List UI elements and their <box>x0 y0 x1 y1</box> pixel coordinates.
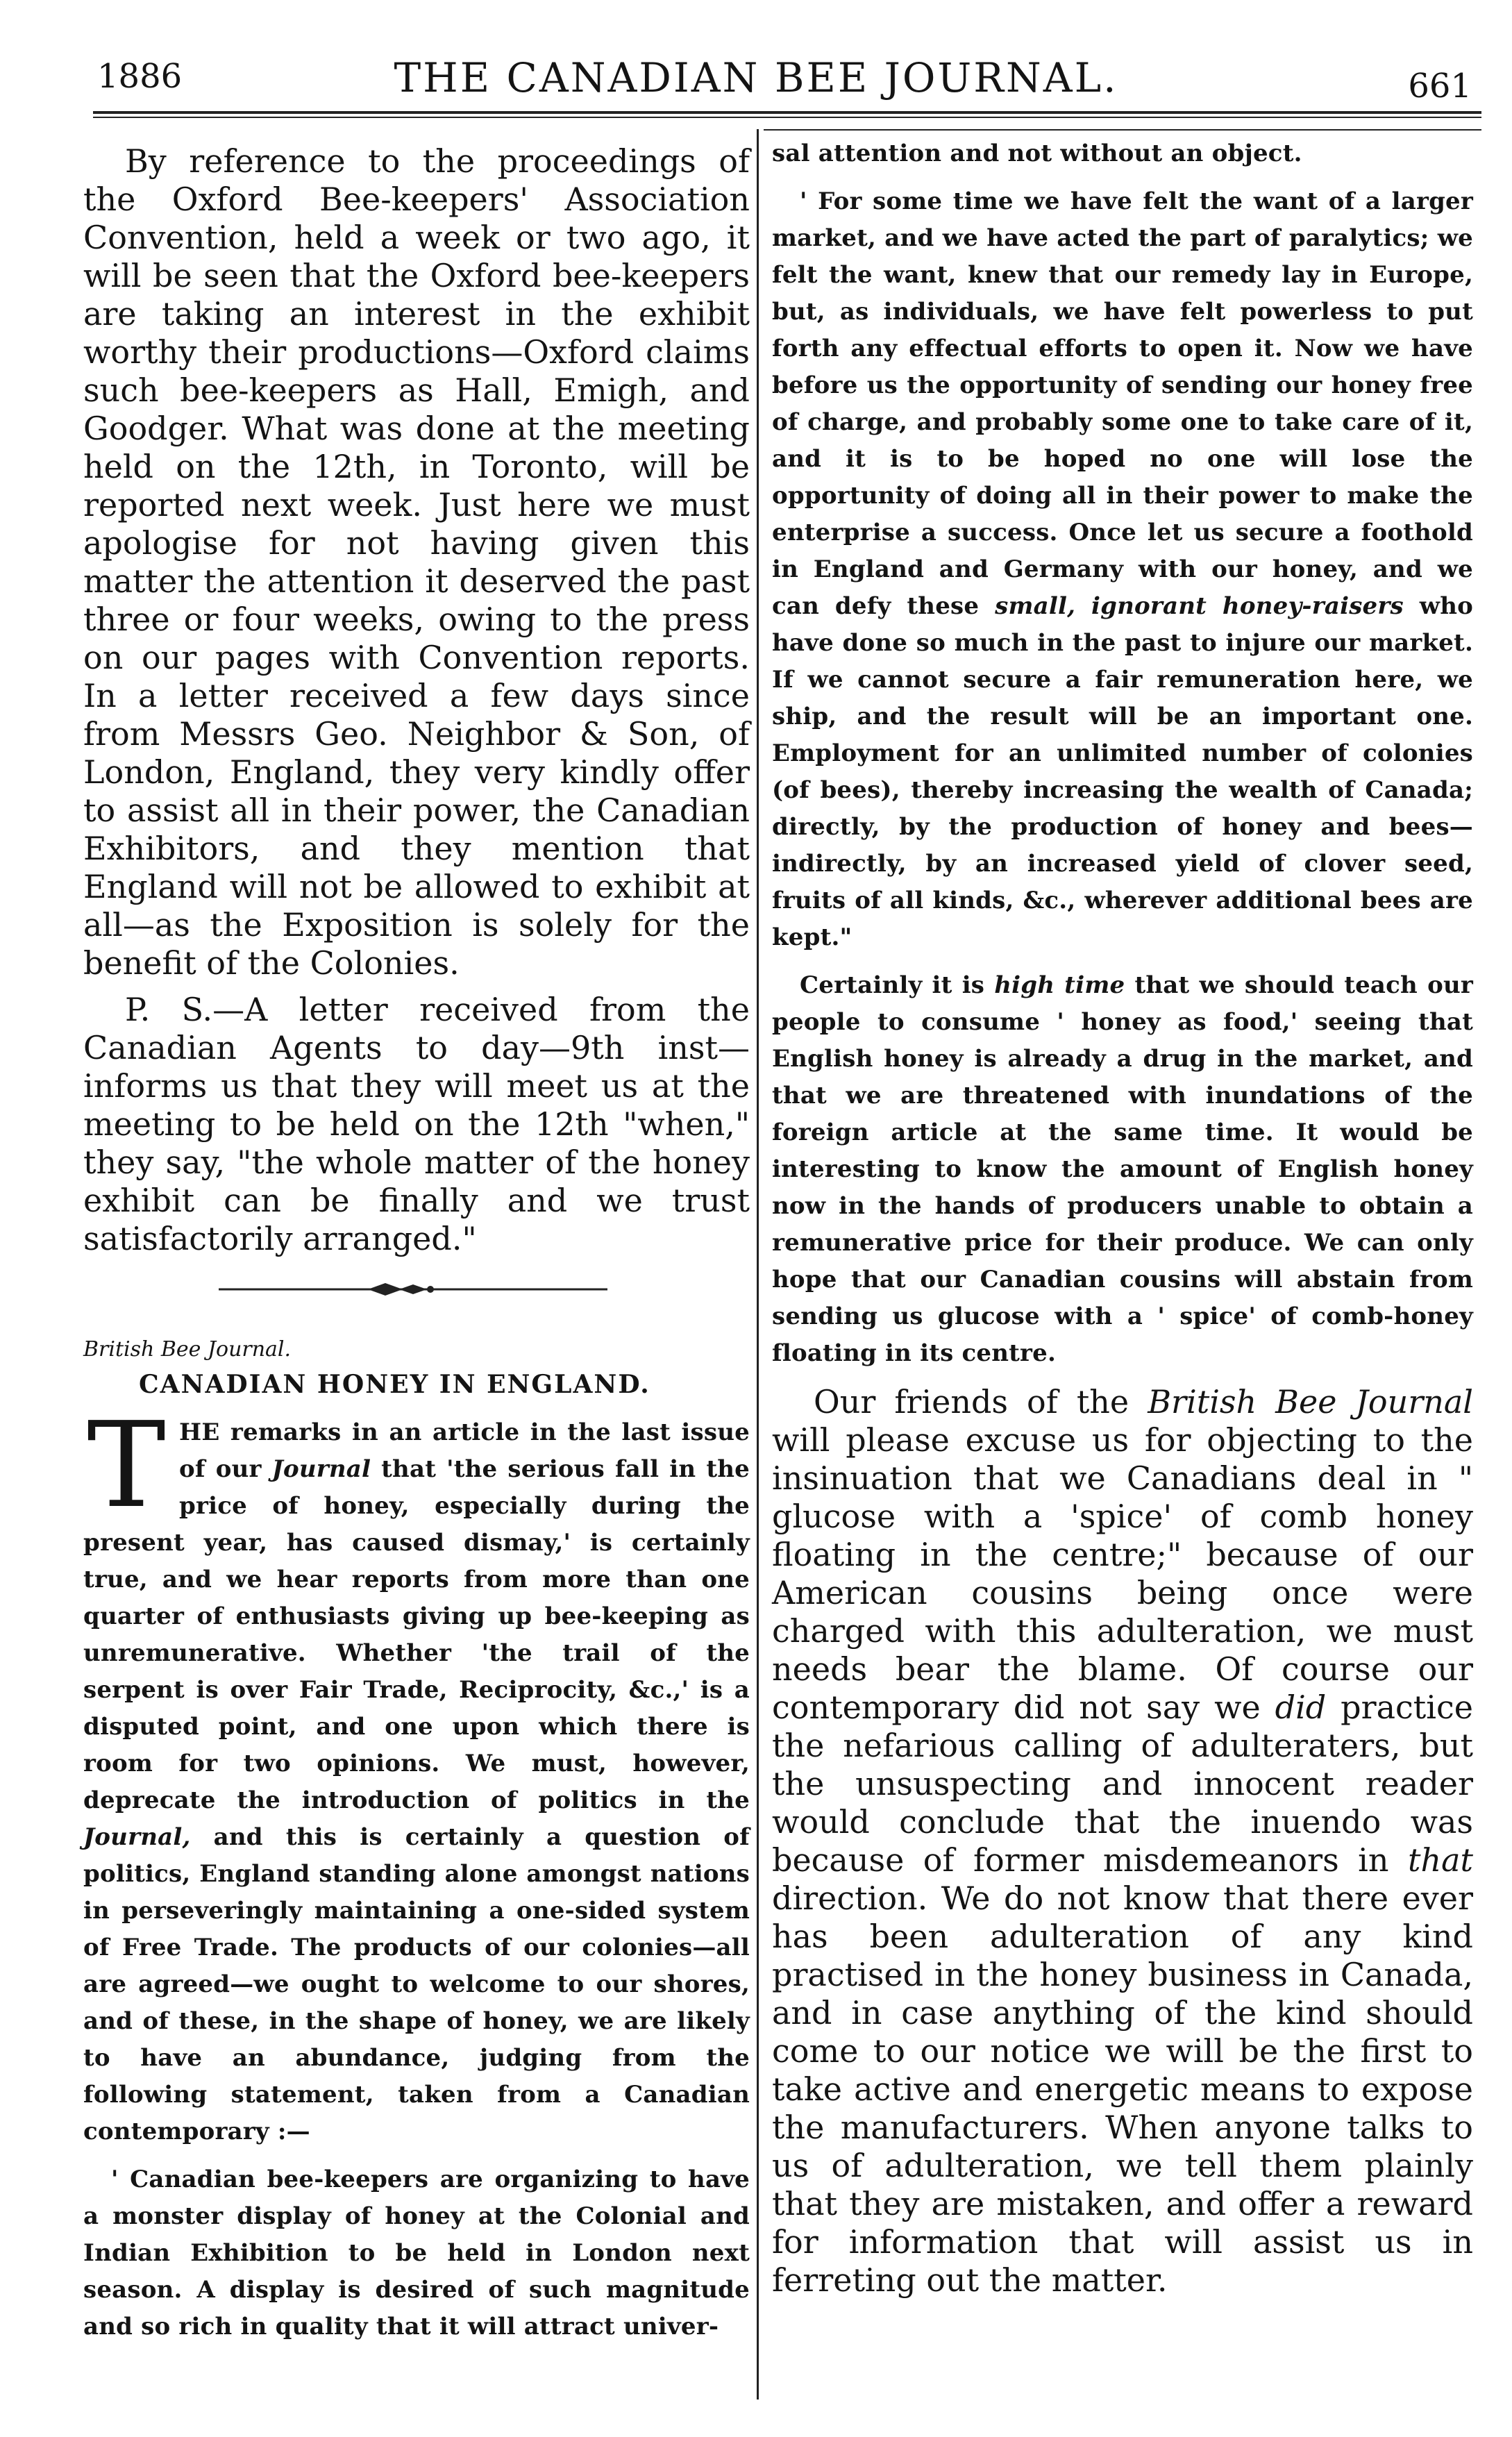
article-paragraph-1: HE remarks in an article in the last issue of our Journal that 'the serious fall in the price of honey, especially during the present year, has caused dismay,' is certainly true, and we hear reports from more than one quarter of enthusiasts giving up bee-keeping as unremunerative. Whether 'the trail of the serpent is over Fair Trade, Reciprocity, &c.,' is a disputed point, and one upon which there is room for two opinions. We must, however, deprecate the introduction of politics in the Journal, and this is certainly a question of politics, England standing alone amongst nations in perseveringly maintaining a one-sided system of Free Trade. The products of our colonies—all are agreed—we ought to welcome to our shores, and of these, in the shape of honey, we are likely to have an abundance, judging from the following statement, taken from a Canadian contemporary :— <box>83 1418 750 2145</box>
column-divider <box>757 129 759 2400</box>
page-number: 661 <box>1408 67 1472 106</box>
quote-continuation-line: sal attention and not without an object. <box>772 140 1302 167</box>
editorial-reply <box>772 1383 1473 2300</box>
quote-continuation <box>772 135 1473 1372</box>
page-header <box>0 0 1512 139</box>
right-column-top-rule <box>764 129 1481 131</box>
article-body <box>83 1397 750 2345</box>
ornamental-rule <box>83 1272 750 1321</box>
article-source: British Bee Journal. <box>83 1337 292 1362</box>
header-year: 1886 <box>97 57 183 96</box>
header-rule-thin <box>93 117 1481 118</box>
right-column <box>772 135 1473 2308</box>
article-paragraph-3: Certainly it is high time that we should teach our people to consume ' honey as food,' seeing that English honey is already a drug in the market, and that we are threatened with inundations of the foreign article at the same time. It would be interesting to know the amount of English honey now in the hands of producers unable to obtain a remunerative price for their produce. We can only hope that our Canadian cousins will abstain from sending us glucose with a ' spice' of comb-honey floating in its centre. <box>772 971 1474 1367</box>
ornament-icon <box>219 1279 607 1300</box>
editorial-paragraph-oxford: By reference to the proceedings of the Oxford Bee-keepers' Association Convention, held a week or two ago, it will be seen that the Oxford bee-keepers are taking an interest in the exhibit worthy their productions—Oxford claims such bee-keepers as Hall, Emigh, and Goodger. What was done at the meeting held on the 12th, in Toronto, will be reported next week. Just here we must apologise for not having given this matter the attention it deserved the past three or four weeks, owing to the press on our pages with Convention reports. In a letter received a few days since from Messrs Geo. Neighbor & Son, of London, England, they very kindly offer to assist all in their power, the Canadian Exhibitors, and they mention that England will not be allowed to exhibit at all—as the Exposition is solely for the benefit of the Colonies. <box>83 142 750 982</box>
editorial-postscript: P. S.—A letter received from the Canadian Agents to day—9th inst—informs us that they will meet us at the meeting to be held on the 12th "when," they say, "the whole matter of the honey exhibit can be finally and we trust satisfactorily arranged." <box>83 991 750 1257</box>
journal-title: THE CANADIAN BEE JOURNAL. <box>394 54 1118 101</box>
header-rule-thick <box>93 111 1481 114</box>
left-column <box>83 142 750 2356</box>
editorial-block <box>83 142 750 1258</box>
editorial-reply-paragraph: Our friends of the British Bee Journal will please excuse us for objecting to the insinuation that we Canadians deal in " glucose with a 'spice' of comb honey floating in the centre;" because of our American cousins being once were charged with this adulteration, we must needs bear the blame. Of course our contemporary did not say we did practice the nefarious calling of adulteraters, but the unsuspecting and innocent reader would conclude that the inuendo was because of former misdemeanors in that direction. We do not know that there ever has been adulteration of any kind practised in the honey business in Canada, and in case anything of the kind should come to our notice we will be the first to take active and energetic means to expose the manufacturers. When anyone talks to us of adulteration, we tell them plainly that they are mistaken, and offer a reward for information that will assist us in ferreting out the matter. <box>772 1383 1473 2299</box>
quote-paragraph-2: ' For some time we have felt the want of a larger market, and we have acted the part of paralytics; we felt the want, knew that our remedy lay in Europe, but, as individuals, we have felt powerless to put forth any effectual efforts to open it. Now we have before us the opportunity of sending our honey free of charge, and probably some one to take care of it, and it is to be hoped no one will lose the opportunity of doing all in their power to make the enterprise a success. Once let us secure a foothold in England and Germany with our honey, and we can defy these small, ignorant honey-raisers who have done so much in the past to injure our market. If we cannot secure a fair remuneration here, we ship, and the result will be an important one. Employment for an unlimited number of colonies (of bees), thereby increasing the wealth of Canada; directly, by the production of honey and bees—indirectly, by an increased yield of clover seed, fruits of all kinds, &c., wherever additional bees are kept." <box>772 187 1473 951</box>
drop-cap-letter: T <box>87 1397 166 1534</box>
article-heading: CANADIAN HONEY IN ENGLAND. <box>139 1370 650 1399</box>
article-quote-start: ' Canadian bee-keepers are organizing to have a monster display of honey at the Colonial and Indian Exhibition to be held in London next season. A display is desired of such magnitude and so rich in quality that it will attract univer- <box>83 2166 750 2340</box>
